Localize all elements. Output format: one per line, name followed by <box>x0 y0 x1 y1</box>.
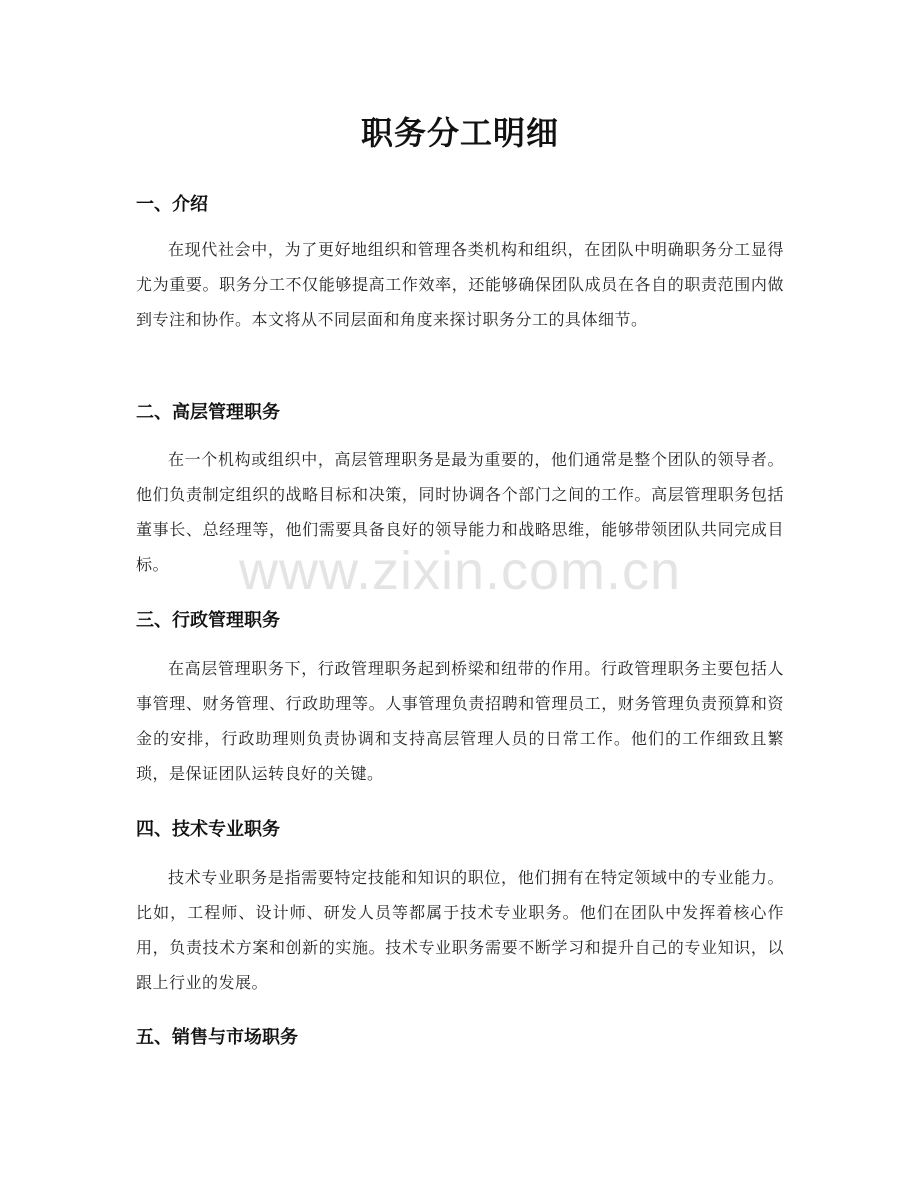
section-body-technical: 技术专业职务是指需要特定技能和知识的职位，他们拥有在特定领域中的专业能力。比如，工程师、设计师、研发人员等都属于技术专业职务。他们在团队中发挥着核心作用，负责技术方案和创新的实施。技术专业职务需要不断学习和提升自己的专业知识，以跟上行业的发展。 <box>136 868 784 992</box>
section-heading-administration: 三、行政管理职务 <box>136 610 280 631</box>
section-heading-sales-marketing: 五、销售与市场职务 <box>136 1027 298 1048</box>
watermark: www.zixin.com.cn <box>238 541 682 601</box>
section-heading-senior-management: 二、高层管理职务 <box>136 402 280 423</box>
section-body-administration: 在高层管理职务下，行政管理职务起到桥梁和纽带的作用。行政管理职务主要包括人事管理、财务管理、行政助理等。人事管理负责招聘和管理员工，财务管理负责预算和资金的安排，行政助理则负责协调和支持高层管理人员的日常工作。他们的工作细致且繁琐，是保证团队运转良好的关键。 <box>136 659 784 783</box>
document-title: 职务分工明细 <box>360 114 559 152</box>
section-heading-intro: 一、介绍 <box>136 194 208 215</box>
section-body-senior-management: 在一个机构或组织中，高层管理职务是最为重要的，他们通常是整个团队的领导者。他们负责制定组织的战略目标和决策，同时协调各个部门之间的工作。高层管理职务包括董事长、总经理等，他们需要具备良好的领导能力和战略思维，能够带领团队共同完成目标。 <box>136 450 784 574</box>
section-heading-technical: 四、技术专业职务 <box>136 819 280 840</box>
section-body-intro: 在现代社会中，为了更好地组织和管理各类机构和组织，在团队中明确职务分工显得尤为重要。职务分工不仅能够提高工作效率，还能够确保团队成员在各自的职责范围内做到专注和协作。本文将从不同层面和角度来探讨职务分工的具体细节。 <box>136 240 784 329</box>
